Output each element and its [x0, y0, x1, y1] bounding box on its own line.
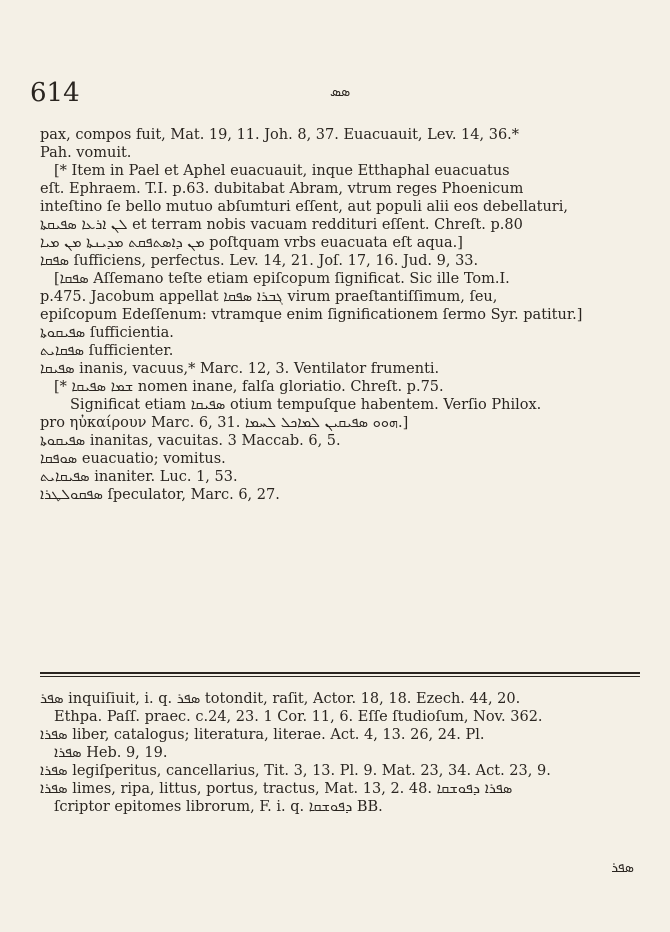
entry-line: p.475. Jacobum appellat ܓܒܪܐ ܣܦܩܐ virum praeſtantiſſimum, ſeu, — [40, 289, 498, 305]
entry-line: ܣܘܦܩܐ euacuatio; vomitus. — [40, 451, 226, 467]
entry-line: ܣܦܝܩܘܬܐ inanitas, vacuitas. 3 Maccab. 6, 5. — [40, 433, 341, 449]
catchword: ܣܦܪ — [611, 860, 634, 876]
entry-line: [ܣܦܩܐ Aſſemano teſte etiam epiſcopum ſignificat. Sic ille Tom.I. — [54, 271, 510, 287]
entry-line: eſt. Ephraem. T.I. p.63. dubitabat Abram, vtrum reges Phoenicum — [40, 181, 524, 197]
entry-line: pax, compos fuit, Mat. 19, 11. Joh. 8, 37. Euacuauit, Lev. 14, 36.* — [40, 127, 520, 143]
entry-line: ܣܦܝܩܐܝܬ inaniter. Luc. 1, 53. — [40, 469, 238, 485]
entry-line: ܣܦܝܩܐ inanis, vacuus,* Marc. 12, 3. Ventilator frumenti. — [40, 361, 440, 377]
entry-line: pro ηὐκαίρουν Marc. 6, 31. ܗܘܘ ܣܦܝܩܝܢ ܠܡܐܟܠ ܠܚܡܐ.] — [40, 415, 409, 431]
section-divider — [40, 672, 640, 674]
entry-line: ܣܦܩܐܝܬ ſufficienter. — [40, 343, 174, 359]
entry-line: ܣܦܪܐ Heb. 9, 19. — [54, 745, 168, 761]
entry-line: ܣܦܩܘܠܛܪܐ ſpeculator, Marc. 6, 27. — [40, 487, 280, 503]
dictionary-entries-lower — [40, 690, 640, 816]
entry-line: ܣܦܝܩܘܬܐ ſufficientia. — [40, 325, 174, 341]
entry-line: ܣܦܪܐ legiſperitus, cancellarius, Tit. 3, 13. Pl. 9. Mat. 23, 34. Act. 23, 9. — [40, 763, 551, 779]
entry-line: ܡܢ ܕܐܣܬܦܩܬ ܡܕܝܢܬܐ ܡܢ ܡܝܐ poſtquam vrbs euacuata eſt aqua.] — [40, 235, 463, 251]
entry-line: ܣܦܩܐ ſufficiens, perfectus. Lev. 14, 21. Joſ. 17, 16. Jud. 9, 33. — [40, 253, 479, 269]
entry-line: Ethpa. Paſſ. praec. c.24, 23. 1 Cor. 11, 6. Eſſe ſtudioſum, Nov. 362. — [54, 709, 543, 725]
entry-line: inteſtino ſe bello mutuo abſumturi eſſent, aut populi alii eos debellaturi, — [40, 199, 568, 215]
running-head: ܣܣ — [330, 84, 351, 100]
entry-line: [* ܫܡܐ ܣܦܝܩܐ nomen inane, falſa gloriatio. Chreſt. p.75. — [54, 379, 444, 395]
entry-line: [* Item in Pael et Aphel euacuauit, inque Etthaphal euacuatus — [54, 163, 510, 179]
entry-line: ܣܦܪܐ limes, ripa, littus, portus, tractus, Mat. 13, 2. 48. ܣܦܪܐ ܕܦܘܫܩܐ — [40, 781, 513, 797]
dictionary-entries-main — [40, 126, 640, 504]
entry-line: ܣܦܪܐ liber, catalogus; literatura, literae. Act. 4, 13. 26, 24. Pl. — [40, 727, 485, 743]
entry-line: Significat etiam ܣܦܝܩܐ otium tempuſque habentem. Verſio Philox. — [70, 397, 542, 413]
entry-line: Pah. vomuit. — [40, 145, 132, 161]
entry-line: ܣܦܪ inquiſiuit, i. q. ܣܦܪ totondit, raſit, Actor. 18, 18. Ezech. 44, 20. — [40, 691, 521, 707]
section-divider-thin — [40, 676, 640, 677]
page-header — [30, 78, 630, 108]
entry-line: ſcriptor epitomes librorum, F. i. q. ܕܦܘܫܩܐ BB. — [54, 799, 383, 815]
entry-line: epiſcopum Edeſſenum: vtramque enim ſignificationem ſermo Syr. patitur.] — [40, 307, 583, 323]
entry-line: ܠܢ ܐܪܥܐ ܣܦܝܩܬܐ et terram nobis vacuam reddituri eſſent. Chreſt. p.80 — [40, 217, 523, 233]
page-number: 614 — [30, 78, 80, 108]
